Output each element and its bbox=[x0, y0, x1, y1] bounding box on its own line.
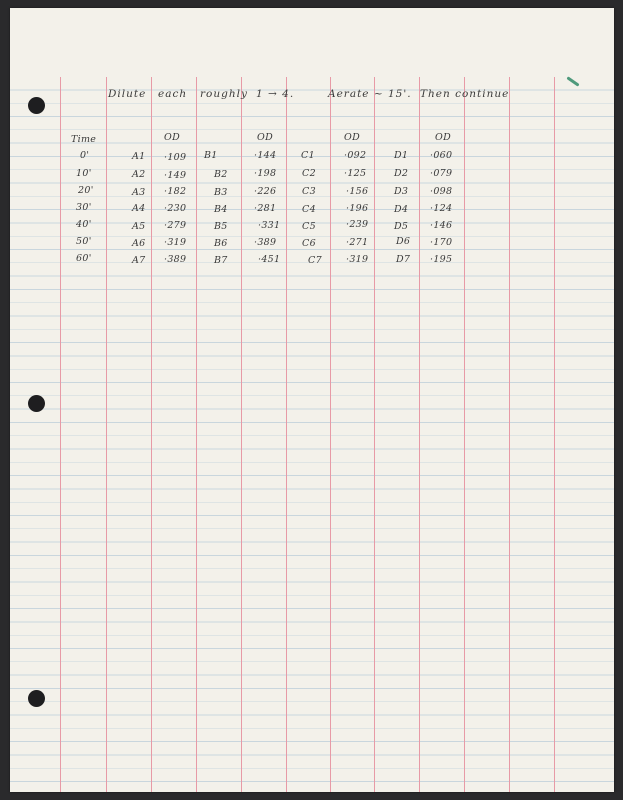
sample-c-label: C2 bbox=[302, 168, 316, 179]
column-line bbox=[151, 77, 152, 792]
sample-a-od: ·389 bbox=[164, 254, 187, 265]
sample-b-od: ·451 bbox=[258, 254, 281, 265]
sample-a-od: ·182 bbox=[164, 186, 187, 197]
sample-b-label: B5 bbox=[214, 221, 228, 232]
notebook-page bbox=[10, 8, 614, 792]
time-cell: 60' bbox=[76, 253, 92, 264]
sample-d-od: ·098 bbox=[430, 186, 453, 197]
note-word: 1 → 4. bbox=[256, 88, 295, 100]
column-line bbox=[241, 77, 242, 792]
sample-d-od: ·124 bbox=[430, 203, 453, 214]
column-line bbox=[106, 77, 107, 792]
od-header: OD bbox=[435, 132, 452, 143]
sample-d-od: ·170 bbox=[430, 237, 453, 248]
column-line bbox=[60, 77, 61, 792]
column-line bbox=[554, 77, 555, 792]
sample-a-label: A2 bbox=[132, 169, 146, 180]
sample-d-label: D4 bbox=[394, 204, 409, 215]
time-cell: 30' bbox=[76, 202, 92, 213]
sample-c-od: ·196 bbox=[346, 203, 369, 214]
sample-b-od: ·331 bbox=[258, 220, 281, 231]
sample-d-label: D7 bbox=[396, 254, 411, 265]
binder-hole bbox=[28, 395, 45, 412]
time-cell: 20' bbox=[78, 185, 94, 196]
column-line bbox=[374, 77, 375, 792]
sample-d-label: D3 bbox=[394, 186, 409, 197]
sample-a-od: ·319 bbox=[164, 237, 187, 248]
sample-c-od: ·271 bbox=[346, 237, 369, 248]
column-line bbox=[286, 77, 287, 792]
sample-d-label: D1 bbox=[394, 150, 409, 161]
note-word: Then continue bbox=[420, 88, 510, 100]
green-ink-mark bbox=[566, 76, 579, 86]
note-word: Aerate ~ 15'. bbox=[328, 88, 412, 100]
column-line bbox=[330, 77, 331, 792]
sample-a-label: A1 bbox=[132, 151, 146, 162]
time-header: Time bbox=[71, 134, 97, 145]
sample-d-od: ·146 bbox=[430, 220, 453, 231]
time-cell: 10' bbox=[76, 168, 92, 179]
sample-a-od: ·109 bbox=[164, 152, 187, 163]
note-word: Dilute bbox=[108, 88, 147, 100]
sample-c-od: ·092 bbox=[344, 150, 367, 161]
sample-a-label: A7 bbox=[132, 255, 146, 266]
sample-b-label: B4 bbox=[214, 204, 228, 215]
binder-hole bbox=[28, 690, 45, 707]
od-header: OD bbox=[257, 132, 274, 143]
sample-c-od: ·239 bbox=[346, 219, 369, 230]
time-cell: 40' bbox=[76, 219, 92, 230]
sample-a-od: ·279 bbox=[164, 220, 187, 231]
sample-b-label: B7 bbox=[214, 255, 228, 266]
column-line bbox=[196, 77, 197, 792]
column-line bbox=[419, 77, 420, 792]
sample-c-od: ·319 bbox=[346, 254, 369, 265]
sample-c-label: C3 bbox=[302, 186, 316, 197]
sample-c-label: C6 bbox=[302, 238, 316, 249]
sample-a-label: A3 bbox=[132, 187, 146, 198]
sample-a-label: A5 bbox=[132, 221, 146, 232]
sample-c-od: ·156 bbox=[346, 186, 369, 197]
sample-c-od: ·125 bbox=[344, 168, 367, 179]
od-header: OD bbox=[344, 132, 361, 143]
sample-a-od: ·230 bbox=[164, 203, 187, 214]
sample-d-od: ·195 bbox=[430, 254, 453, 265]
sample-b-label: B3 bbox=[214, 187, 228, 198]
time-cell: 50' bbox=[76, 236, 92, 247]
column-line bbox=[509, 77, 510, 792]
note-word: roughly bbox=[200, 88, 248, 100]
sample-c-label: C5 bbox=[302, 221, 316, 232]
od-header: OD bbox=[164, 132, 181, 143]
sample-b-label: B1 bbox=[204, 150, 218, 161]
time-cell: 0' bbox=[80, 150, 90, 161]
sample-d-label: D5 bbox=[394, 221, 409, 232]
sample-b-od: ·226 bbox=[254, 186, 277, 197]
sample-b-od: ·198 bbox=[254, 168, 277, 179]
sample-b-od: ·281 bbox=[254, 203, 277, 214]
sample-c-label: C7 bbox=[308, 255, 322, 266]
sample-a-label: A6 bbox=[132, 238, 146, 249]
sample-d-od: ·060 bbox=[430, 150, 453, 161]
sample-b-label: B2 bbox=[214, 169, 228, 180]
sample-c-label: C4 bbox=[302, 204, 316, 215]
sample-a-label: A4 bbox=[132, 203, 146, 214]
column-line bbox=[464, 77, 465, 792]
sample-a-od: ·149 bbox=[164, 170, 187, 181]
sample-c-label: C1 bbox=[301, 150, 315, 161]
sample-b-od: ·144 bbox=[254, 150, 277, 161]
note-word: each bbox=[158, 88, 188, 100]
sample-d-od: ·079 bbox=[430, 168, 453, 179]
sample-b-od: ·389 bbox=[254, 237, 277, 248]
sample-b-label: B6 bbox=[214, 238, 228, 249]
sample-d-label: D2 bbox=[394, 168, 409, 179]
binder-hole bbox=[28, 97, 45, 114]
sample-d-label: D6 bbox=[396, 236, 411, 247]
